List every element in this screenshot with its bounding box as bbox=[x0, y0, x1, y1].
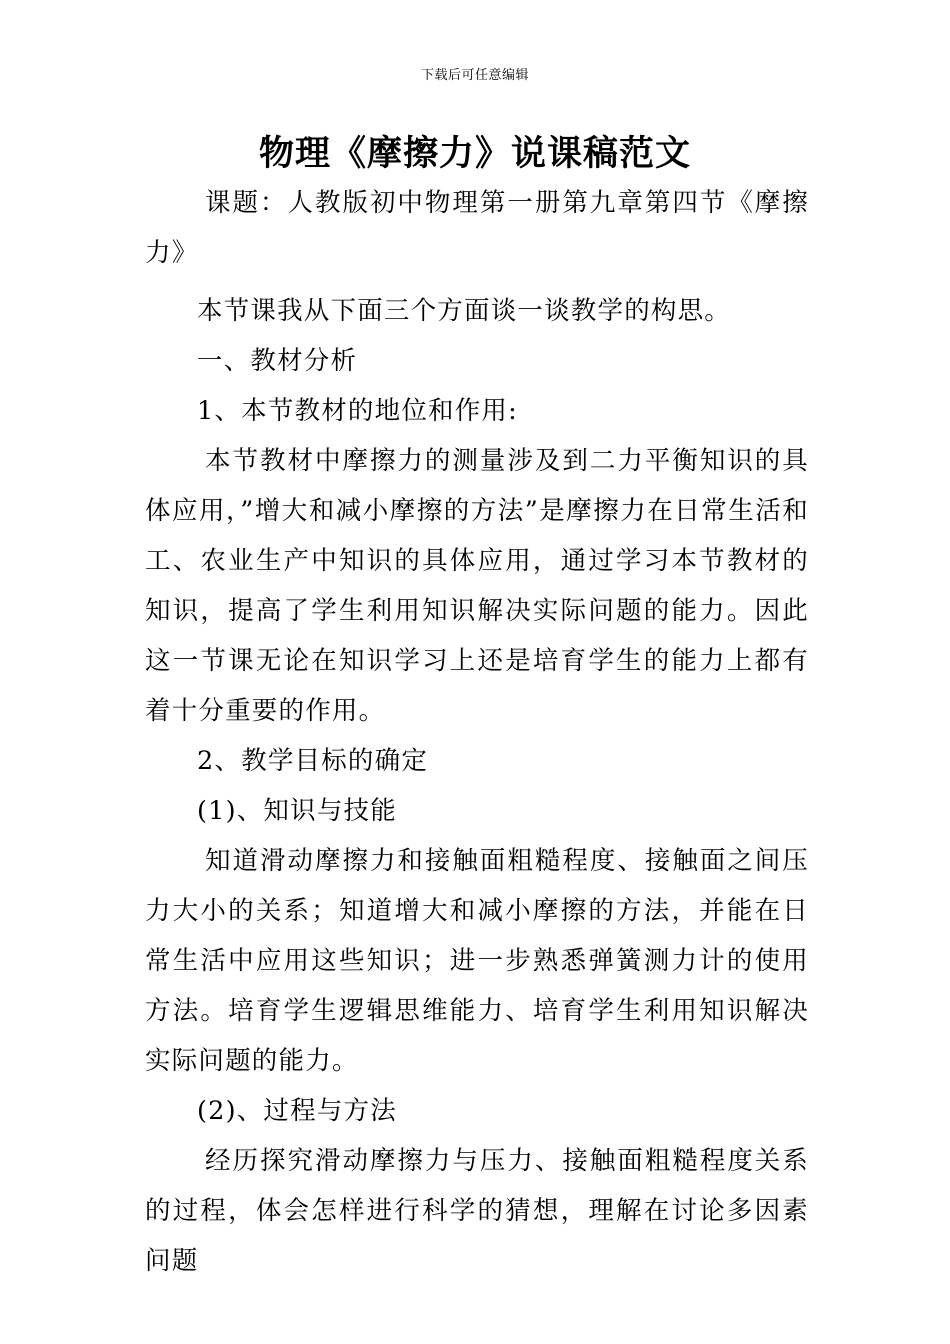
paragraph-intro: 本节课我从下面三个方面谈一谈教学的构思。 bbox=[197, 296, 732, 326]
paragraph-knowledge-skills: 知道滑动摩擦力和接触面粗糙程度、接触面之间压力大小的关系；知道增大和减小摩擦的方法，并能在日常生活中应用这些知识；进一步熟悉弹簧测力计的使用方法。培育学生逻辑思维能力、培育学生利用知识解决实际问题的能力。 bbox=[145, 846, 809, 1076]
paragraph-topic: 课题：人教版初中物理第一册第九章第四节《摩擦力》 bbox=[145, 188, 809, 268]
subsection-heading-objectives: 2、教学目标的确定 bbox=[197, 746, 429, 776]
subsection-heading-role: 1、本节教材的地位和作用: bbox=[197, 396, 518, 426]
document-body bbox=[145, 178, 809, 1286]
paragraph-role: 本节教材中摩擦力的测量涉及到二力平衡知识的具体应用，”增大和减小摩擦的方法”是摩擦力在日常生活和工、农业生产中知识的具体应用，通过学习本节教材的知识，提高了学生利用知识解决实际问题的能力。因此这一节课无论在知识学习上还是培育学生的能力上都有着十分重要的作用。 bbox=[145, 446, 809, 726]
header-note: 下载后可任意编辑 bbox=[420, 68, 529, 83]
document-title: 物理《摩擦力》说课稿范文 bbox=[258, 134, 691, 174]
item-heading-process-methods: (2)、过程与方法 bbox=[197, 1096, 397, 1126]
item-heading-knowledge-skills: (1)、知识与技能 bbox=[197, 796, 397, 826]
paragraph-process-methods: 经历探究滑动摩擦力与压力、接触面粗糙程度关系的过程，体会怎样进行科学的猜想，理解在讨论多因素问题 bbox=[145, 1146, 809, 1276]
section-heading-textbook-analysis: 一、教材分析 bbox=[197, 346, 358, 376]
